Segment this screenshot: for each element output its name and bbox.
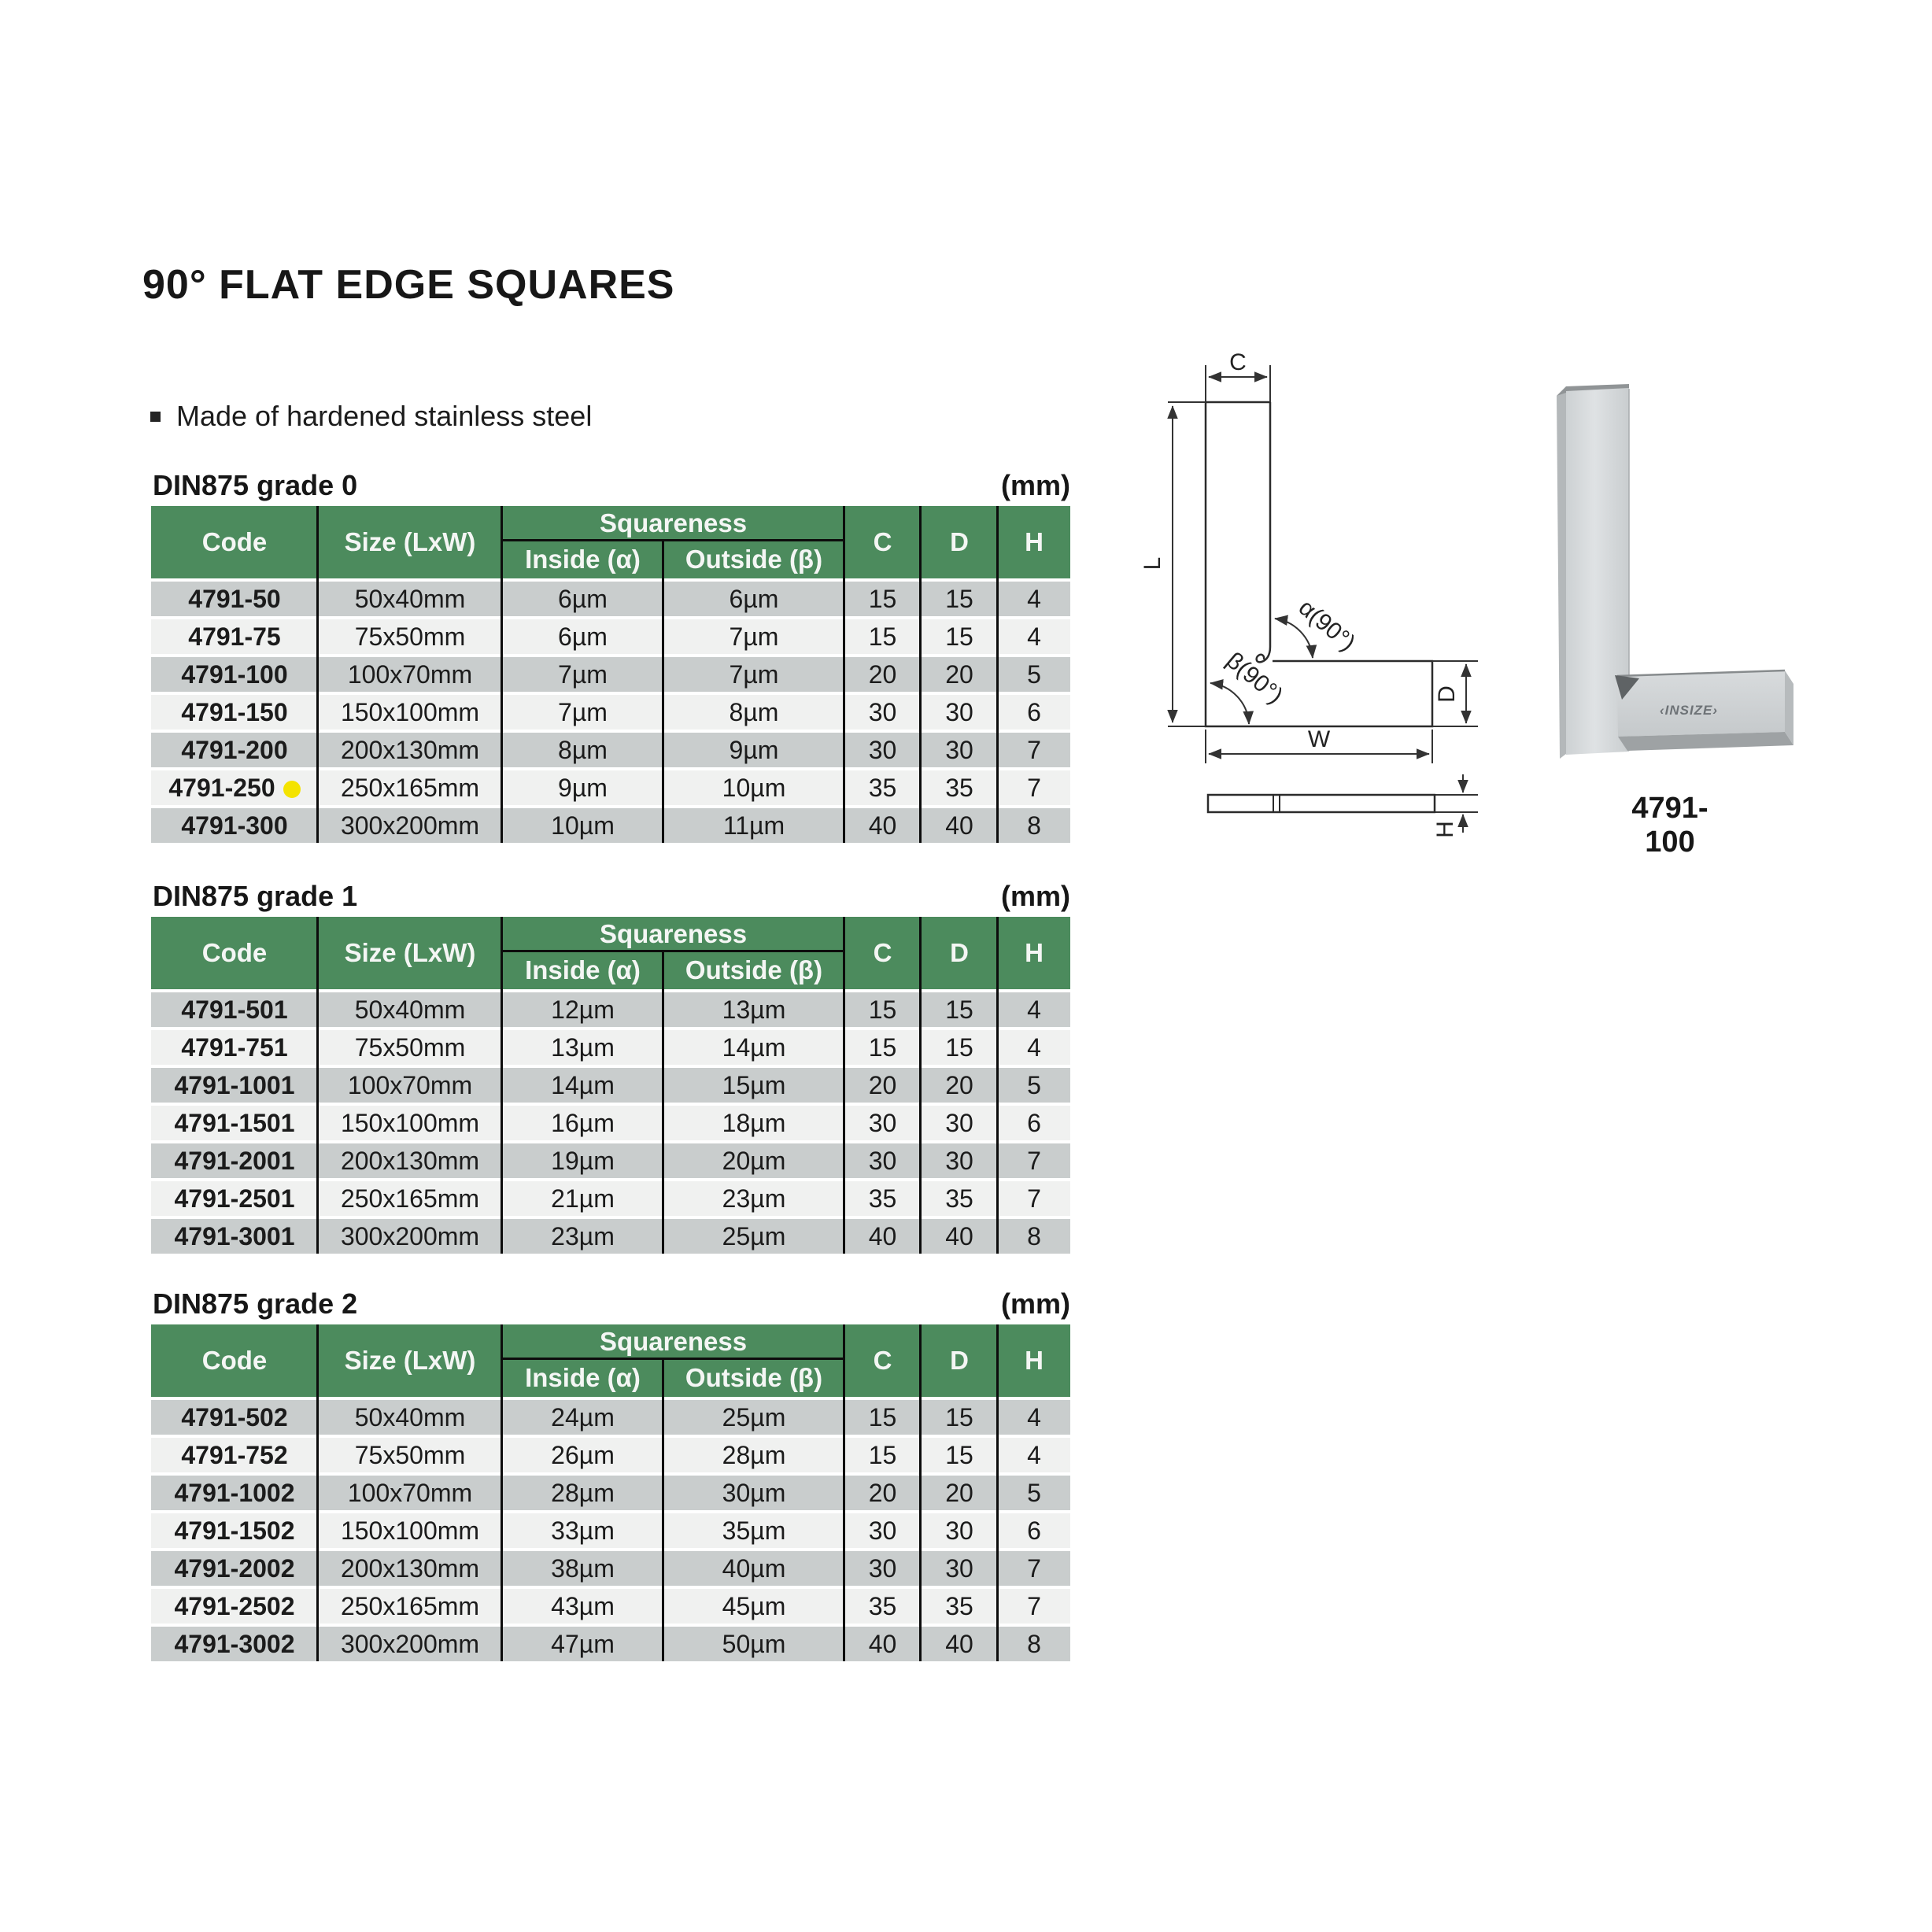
col-header-size: Size (LxW) — [344, 1346, 476, 1375]
cell-c: 30 — [868, 1553, 897, 1583]
column-divider — [662, 951, 664, 1254]
feature-bullet — [150, 400, 592, 433]
col-header-outside: Outside (β) — [685, 955, 823, 984]
table-row — [151, 733, 1070, 767]
column-divider — [662, 1359, 664, 1661]
cell-outside: 28µm — [722, 1440, 786, 1469]
cell-h: 5 — [1027, 1478, 1041, 1507]
column-divider — [919, 917, 922, 1254]
cell-size: 75x50mm — [354, 1440, 466, 1469]
table-row — [151, 695, 1070, 730]
col-header-inside: Inside (α) — [525, 545, 641, 574]
cell-size: 250x165mm — [340, 1184, 480, 1213]
cell-c: 35 — [868, 773, 897, 802]
table-row — [151, 992, 1070, 1027]
cell-c: 20 — [868, 1478, 897, 1507]
dim-label-w: W — [1307, 726, 1331, 752]
cell-outside: 7µm — [729, 622, 779, 651]
cell-h: 6 — [1027, 697, 1041, 726]
cell-d: 15 — [945, 1402, 973, 1431]
cell-code: 4791-1501 — [174, 1108, 295, 1137]
cell-inside: 8µm — [558, 735, 608, 764]
cell-c: 30 — [868, 697, 897, 726]
cell-code: 4791-150 — [181, 697, 288, 726]
table-header — [151, 917, 1070, 989]
cell-outside: 8µm — [729, 697, 779, 726]
cell-h: 7 — [1027, 1553, 1041, 1583]
table-section-grade1 — [151, 880, 1070, 1254]
cell-inside: 7µm — [558, 697, 608, 726]
col-header-c: C — [873, 1346, 892, 1375]
cell-outside: 20µm — [722, 1146, 786, 1175]
cell-inside: 24µm — [551, 1402, 615, 1431]
cell-code: 4791-3002 — [174, 1629, 295, 1658]
section-label: DIN875 grade 0 — [153, 469, 358, 501]
column-divider — [919, 1324, 922, 1661]
table-row — [151, 1627, 1070, 1661]
table-row — [151, 1513, 1070, 1548]
cell-d: 30 — [945, 1553, 973, 1583]
column-divider — [501, 917, 503, 1254]
table-section-grade0 — [151, 469, 1070, 843]
bullet-icon — [150, 412, 161, 422]
cell-h: 7 — [1027, 735, 1041, 764]
page-title: 90° FLAT EDGE SQUARES — [142, 262, 675, 308]
cell-code: 4791-2502 — [174, 1591, 295, 1620]
cell-h: 8 — [1027, 1221, 1041, 1250]
cell-code: 4791-752 — [181, 1440, 288, 1469]
table-row — [151, 1438, 1070, 1472]
dim-label-l: L — [1140, 556, 1165, 571]
table-row — [151, 1181, 1070, 1216]
cell-c: 15 — [868, 584, 897, 613]
cell-d: 35 — [945, 773, 973, 802]
column-divider — [501, 506, 503, 843]
cell-h: 4 — [1027, 584, 1041, 613]
cell-inside: 43µm — [551, 1591, 615, 1620]
cell-outside: 23µm — [722, 1184, 786, 1213]
cell-inside: 16µm — [551, 1108, 615, 1137]
cell-code: 4791-2001 — [174, 1146, 295, 1175]
cell-outside: 10µm — [722, 773, 786, 802]
cell-inside: 6µm — [558, 622, 608, 651]
cell-h: 8 — [1027, 1629, 1041, 1658]
cell-outside: 13µm — [722, 995, 786, 1024]
cell-outside: 11µm — [722, 811, 785, 840]
cell-size: 300x200mm — [340, 1221, 480, 1250]
cell-d: 40 — [945, 1221, 973, 1250]
cell-outside: 14µm — [722, 1032, 786, 1062]
col-header-size: Size (LxW) — [344, 527, 476, 556]
cell-size: 50x40mm — [354, 995, 466, 1024]
cell-h: 7 — [1027, 1591, 1041, 1620]
cell-code: 4791-1001 — [174, 1070, 295, 1099]
cell-h: 4 — [1027, 995, 1041, 1024]
cell-size: 75x50mm — [354, 622, 466, 651]
cell-c: 30 — [868, 1146, 897, 1175]
table-row — [151, 1589, 1070, 1624]
cell-d: 15 — [945, 1032, 973, 1062]
dim-label-c: C — [1229, 349, 1247, 375]
cell-d: 40 — [945, 811, 973, 840]
cell-code: 4791-1502 — [174, 1516, 295, 1545]
col-header-code: Code — [201, 1346, 268, 1375]
cell-outside: 9µm — [729, 735, 779, 764]
cell-d: 20 — [945, 1478, 973, 1507]
col-header-c: C — [873, 527, 892, 556]
cell-outside: 25µm — [722, 1221, 786, 1250]
cell-outside: 15µm — [722, 1070, 786, 1099]
column-divider — [316, 1324, 319, 1661]
cell-size: 200x130mm — [340, 1146, 480, 1175]
column-divider — [662, 541, 664, 843]
cell-inside: 13µm — [551, 1032, 615, 1062]
cell-inside: 23µm — [551, 1221, 615, 1250]
cell-d: 35 — [945, 1184, 973, 1213]
col-header-squareness: Squareness — [599, 1327, 748, 1356]
cell-size: 50x40mm — [354, 1402, 466, 1431]
col-header-d: D — [950, 527, 969, 556]
cell-size: 100x70mm — [347, 1478, 473, 1507]
table-row — [151, 770, 1070, 805]
col-header-outside: Outside (β) — [685, 1363, 823, 1392]
squareness-divider — [501, 1358, 845, 1360]
col-header-inside: Inside (α) — [525, 955, 641, 984]
cell-h: 7 — [1027, 773, 1041, 802]
cell-h: 4 — [1027, 1440, 1041, 1469]
dimension-diagram — [1125, 331, 1598, 881]
side-view — [1208, 795, 1435, 812]
cell-c: 40 — [868, 1221, 897, 1250]
table-row — [151, 1030, 1070, 1065]
col-header-outside: Outside (β) — [685, 545, 823, 574]
cell-inside: 26µm — [551, 1440, 615, 1469]
cell-inside: 38µm — [551, 1553, 615, 1583]
cell-d: 15 — [945, 584, 973, 613]
cell-c: 15 — [868, 995, 897, 1024]
column-divider — [996, 1324, 999, 1661]
cell-outside: 35µm — [722, 1516, 786, 1545]
unit-label: (mm) — [1001, 880, 1070, 912]
angle-label-beta: β(90°) — [1221, 647, 1288, 709]
cell-inside: 33µm — [551, 1516, 615, 1545]
cell-c: 40 — [868, 1629, 897, 1658]
cell-outside: 40µm — [722, 1553, 786, 1583]
cell-code: 4791-75 — [188, 622, 281, 651]
cell-size: 250x165mm — [340, 773, 480, 802]
dim-label-d: D — [1434, 685, 1460, 703]
insize-logo: ‹INSIZE› — [1659, 703, 1719, 718]
column-divider — [843, 1324, 845, 1661]
cell-d: 20 — [945, 1070, 973, 1099]
table-row — [151, 1219, 1070, 1254]
squareness-divider — [501, 539, 845, 541]
column-divider — [996, 917, 999, 1254]
column-divider — [996, 506, 999, 843]
cell-d: 15 — [945, 995, 973, 1024]
cell-code: 4791-200 — [181, 735, 288, 764]
unit-label: (mm) — [1001, 469, 1070, 501]
cell-size: 100x70mm — [347, 1070, 473, 1099]
cell-h: 7 — [1027, 1184, 1041, 1213]
cell-inside: 14µm — [551, 1070, 615, 1099]
cell-d: 30 — [945, 1108, 973, 1137]
table-header — [151, 506, 1070, 578]
column-divider — [843, 917, 845, 1254]
cell-h: 5 — [1027, 659, 1041, 689]
cell-h: 6 — [1027, 1516, 1041, 1545]
cell-inside: 12µm — [551, 995, 615, 1024]
cell-d: 30 — [945, 1516, 973, 1545]
col-header-c: C — [873, 938, 892, 967]
cell-inside: 28µm — [551, 1478, 615, 1507]
cell-inside: 19µm — [551, 1146, 615, 1175]
cell-size: 75x50mm — [354, 1032, 466, 1062]
cell-code: 4791-751 — [181, 1032, 288, 1062]
col-header-code: Code — [201, 938, 268, 967]
section-label: DIN875 grade 2 — [153, 1287, 358, 1320]
col-header-h: H — [1025, 1346, 1044, 1375]
cell-inside: 7µm — [558, 659, 608, 689]
cell-h: 5 — [1027, 1070, 1041, 1099]
column-divider — [316, 506, 319, 843]
cell-size: 300x200mm — [340, 811, 480, 840]
cell-code: 4791-1002 — [174, 1478, 295, 1507]
cell-size: 150x100mm — [340, 697, 480, 726]
table-body — [151, 1400, 1070, 1661]
cell-c: 30 — [868, 1516, 897, 1545]
column-divider — [919, 506, 922, 843]
product-photo — [1542, 378, 1826, 834]
dim-label-h: H — [1432, 821, 1458, 838]
feature-text: Made of hardened stainless steel — [176, 400, 593, 432]
col-header-h: H — [1025, 527, 1044, 556]
column-divider — [843, 506, 845, 843]
cell-code: 4791-2002 — [174, 1553, 295, 1583]
cell-c: 20 — [868, 659, 897, 689]
unit-label: (mm) — [1001, 1287, 1070, 1320]
table-header — [151, 1324, 1070, 1397]
table-row — [151, 657, 1070, 692]
cell-size: 250x165mm — [340, 1591, 480, 1620]
cell-code: 4791-2501 — [174, 1184, 295, 1213]
cell-d: 20 — [945, 659, 973, 689]
table-section-grade2 — [151, 1287, 1070, 1661]
cell-size: 100x70mm — [347, 659, 473, 689]
cell-h: 4 — [1027, 1032, 1041, 1062]
cell-inside: 10µm — [551, 811, 615, 840]
cell-h: 4 — [1027, 622, 1041, 651]
table-row — [151, 1551, 1070, 1586]
table-row — [151, 808, 1070, 843]
cell-size: 200x130mm — [340, 1553, 480, 1583]
squareness-divider — [501, 950, 845, 952]
cell-d: 15 — [945, 622, 973, 651]
cell-c: 35 — [868, 1184, 897, 1213]
cell-code: 4791-50 — [188, 584, 281, 613]
cell-size: 300x200mm — [340, 1629, 480, 1658]
col-header-d: D — [950, 1346, 969, 1375]
cell-outside: 30µm — [722, 1478, 786, 1507]
table-row — [151, 1068, 1070, 1103]
cell-code: 4791-250 — [151, 774, 318, 803]
cell-d: 30 — [945, 735, 973, 764]
section-label: DIN875 grade 1 — [153, 880, 358, 912]
col-header-size: Size (LxW) — [344, 938, 476, 967]
cell-size: 150x100mm — [340, 1516, 480, 1545]
cell-c: 30 — [868, 735, 897, 764]
cell-d: 40 — [945, 1629, 973, 1658]
cell-outside: 6µm — [729, 584, 779, 613]
cell-c: 15 — [868, 1440, 897, 1469]
cell-inside: 6µm — [558, 584, 608, 613]
cell-h: 6 — [1027, 1108, 1041, 1137]
cell-d: 30 — [945, 697, 973, 726]
cell-c: 30 — [868, 1108, 897, 1137]
cell-inside: 9µm — [558, 773, 608, 802]
col-header-code: Code — [201, 527, 268, 556]
cell-d: 15 — [945, 1440, 973, 1469]
cell-c: 35 — [868, 1591, 897, 1620]
cell-code: 4791-100 — [181, 659, 288, 689]
cell-c: 20 — [868, 1070, 897, 1099]
table-row — [151, 1106, 1070, 1140]
table-row — [151, 1400, 1070, 1435]
col-header-h: H — [1025, 938, 1044, 967]
cell-outside: 7µm — [729, 659, 779, 689]
angle-label-alpha: α(90°) — [1293, 594, 1361, 656]
table-row — [151, 1476, 1070, 1510]
cell-code: 4791-300 — [181, 811, 288, 840]
col-header-d: D — [950, 938, 969, 967]
cell-c: 15 — [868, 622, 897, 651]
col-header-inside: Inside (α) — [525, 1363, 641, 1392]
cell-outside: 18µm — [722, 1108, 786, 1137]
table-row — [151, 582, 1070, 616]
cell-outside: 25µm — [722, 1402, 786, 1431]
table-row — [151, 619, 1070, 654]
cell-d: 35 — [945, 1591, 973, 1620]
cell-outside: 50µm — [722, 1629, 786, 1658]
cell-h: 7 — [1027, 1146, 1041, 1175]
photo-caption: 4791-100 — [1631, 792, 1709, 859]
cell-c: 15 — [868, 1402, 897, 1431]
cell-c: 40 — [868, 811, 897, 840]
column-divider — [501, 1324, 503, 1661]
cell-h: 4 — [1027, 1402, 1041, 1431]
cell-code: 4791-501 — [181, 995, 288, 1024]
table-body — [151, 582, 1070, 843]
cell-c: 15 — [868, 1032, 897, 1062]
cell-code: 4791-3001 — [174, 1221, 295, 1250]
table-row — [151, 1143, 1070, 1178]
cell-d: 30 — [945, 1146, 973, 1175]
cell-size: 150x100mm — [340, 1108, 480, 1137]
cell-size: 200x130mm — [340, 735, 480, 764]
highlight-dot — [283, 781, 301, 798]
col-header-squareness: Squareness — [599, 508, 748, 537]
cell-inside: 21µm — [551, 1184, 615, 1213]
cell-h: 8 — [1027, 811, 1041, 840]
col-header-squareness: Squareness — [599, 919, 748, 948]
column-divider — [316, 917, 319, 1254]
cell-code: 4791-502 — [181, 1402, 288, 1431]
table-body — [151, 992, 1070, 1254]
cell-size: 50x40mm — [354, 584, 466, 613]
cell-outside: 45µm — [722, 1591, 786, 1620]
cell-inside: 47µm — [551, 1629, 615, 1658]
